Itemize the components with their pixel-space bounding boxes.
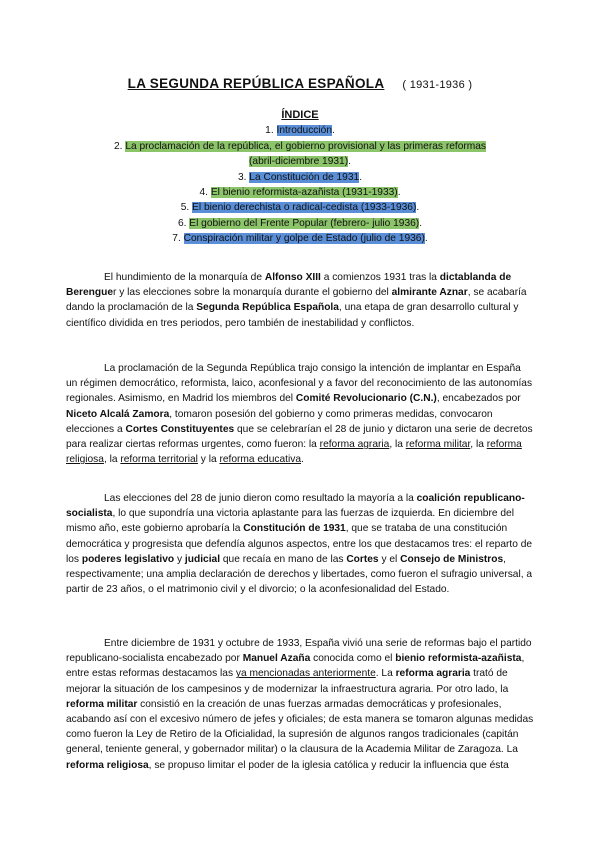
index-heading: ÍNDICE: [281, 109, 319, 121]
paragraph-bienio-reformista: Entre diciembre de 1931 y octubre de 1933, España vivió una serie de reformas bajo el partido republicano-socialista encabezado por Manuel Azaña conocida como el bienio reformista-azañista, entre estas reformas destacamos las ya mencionadas anteriormente. La reforma agraria trató de mejorar la situación de los campesinos y de modernizar la infraestructura agraria. Por otro lado, la reforma militar consistió en la creación de unas fuerzas armadas democráticas y profesionales, acabando así con el excesivo número de jefes y oficiales; de esta manera se tomaron algunas medidas como fueron la Ley de Retiro de la Oficialidad, la supresión de algunos rangos tradicionales (capitán general, teniente general, y gobernador militar) o la clausura de la Academia Militar de Zaragoza. La reforma religiosa, se propuso limitar el poder de la iglesia católica y reducir la influencia que ésta: [66, 638, 534, 771]
index-link-2[interactable]: La proclamación de la república, el gobierno provisional y las primeras reformas: [125, 140, 487, 152]
link-reforma-militar[interactable]: reforma militar: [405, 439, 471, 451]
title-main: LA SEGUNDA REPÚBLICA ESPAÑOLA: [127, 76, 385, 91]
index-item-2: 2. La proclamación de la república, el gobierno provisional y las primeras reformas: [113, 140, 487, 152]
index-item-5: 5. El bienio derechista o radical-cedista (1933-1936).: [180, 202, 420, 214]
index-link-6[interactable]: El gobierno del Frente Popular (febrero- julio 1936): [189, 217, 420, 229]
index-item-4: 4. El bienio reformista-azañista (1931-1933).: [199, 187, 401, 199]
index-link-3[interactable]: La Constitución de 1931: [249, 171, 360, 183]
title-years: ( 1931-1936 ): [402, 79, 473, 91]
link-reforma-religiosa[interactable]: reforma religiosa: [66, 439, 522, 466]
index-link-2-cont[interactable]: (abril-diciembre 1931): [249, 156, 349, 168]
index-link-5[interactable]: El bienio derechista o radical-cedista (1933-1936): [192, 202, 417, 214]
index-link-7[interactable]: Conspiración militar y golpe de Estado (julio de 1936): [183, 233, 425, 245]
link-reforma-territorial[interactable]: reforma territorial: [120, 454, 198, 466]
index-link-4[interactable]: El bienio reformista-azañista (1931-1933): [210, 187, 398, 199]
index-link-1[interactable]: Introducción: [276, 125, 332, 137]
document-title: [0, 76, 600, 91]
index-item-2-cont: (abril-diciembre 1931).: [249, 156, 351, 168]
paragraph-constitution: Las elecciones del 28 de junio dieron como resultado la mayoría a la coalición republicano-socialista, lo que supondría una victoria aplastante para las fuerzas de izquierda. En diciembre del mismo año, este gobierno aprobaría la Constitución de 1931, que se trataba de una constitución democrática y progresista que defendía algunos aspectos, entre los que destacamos tres: el reparto de los poderes legislativo y judicial que recaía en mano de las Cortes y el Consejo de Ministros, respectivamente; una amplia declaración de derechos y libertades, como fueron el sufragio universal, a partir de 23 años, o el matrimonio civil y el divorcio; o la aconfesionalidad del Estado.: [66, 493, 533, 596]
index-item-3: 3. La Constitución de 1931.: [237, 171, 363, 183]
table-of-contents: [60, 108, 540, 247]
paragraph-proclamation: La proclamación de la Segunda República trajo consigo la intención de implantar en España un régimen democrático, reformista, laico, aconfesional y a favor del reconocimiento de las autonomías regionales. Asimismo, en Madrid los miembros del Comité Revolucionario (C.N.), encabezados por Niceto Alcalá Zamora, tomaron posesión del gobierno y como primeras medidas, convocaron elecciones a Cortes Constituyentes que se celebrarían el 28 de junio y dictaron una serie de decretos para realizar ciertas reformas urgentes, como fueron: la reforma agraria, la reforma militar, la reforma religiosa, la reforma territorial y la reforma educativa.: [66, 363, 533, 466]
index-item-6: 6. El gobierno del Frente Popular (febrero- julio 1936).: [177, 217, 423, 229]
link-ya-mencionadas[interactable]: ya mencionadas anteriormente: [235, 668, 376, 680]
paragraph-introduction: El hundimiento de la monarquía de Alfonso XIII a comienzos 1931 tras la dictablanda de Berenguer y las elecciones sobre la monarquía durante el gobierno del almirante Aznar, se acabaría dando la proclamación de la Segunda República Española, una etapa de gran desarrollo cultural y científico dividida en tres periodos, pero también de inestabilidad y conflictos.: [66, 272, 527, 329]
link-reforma-educativa[interactable]: reforma educativa: [219, 454, 301, 466]
index-item-7: 7. Conspiración militar y golpe de Estado (julio de 1936).: [172, 233, 428, 245]
link-reforma-agraria[interactable]: reforma agraria: [319, 439, 390, 451]
index-item-1: 1. Introducción.: [265, 125, 335, 137]
